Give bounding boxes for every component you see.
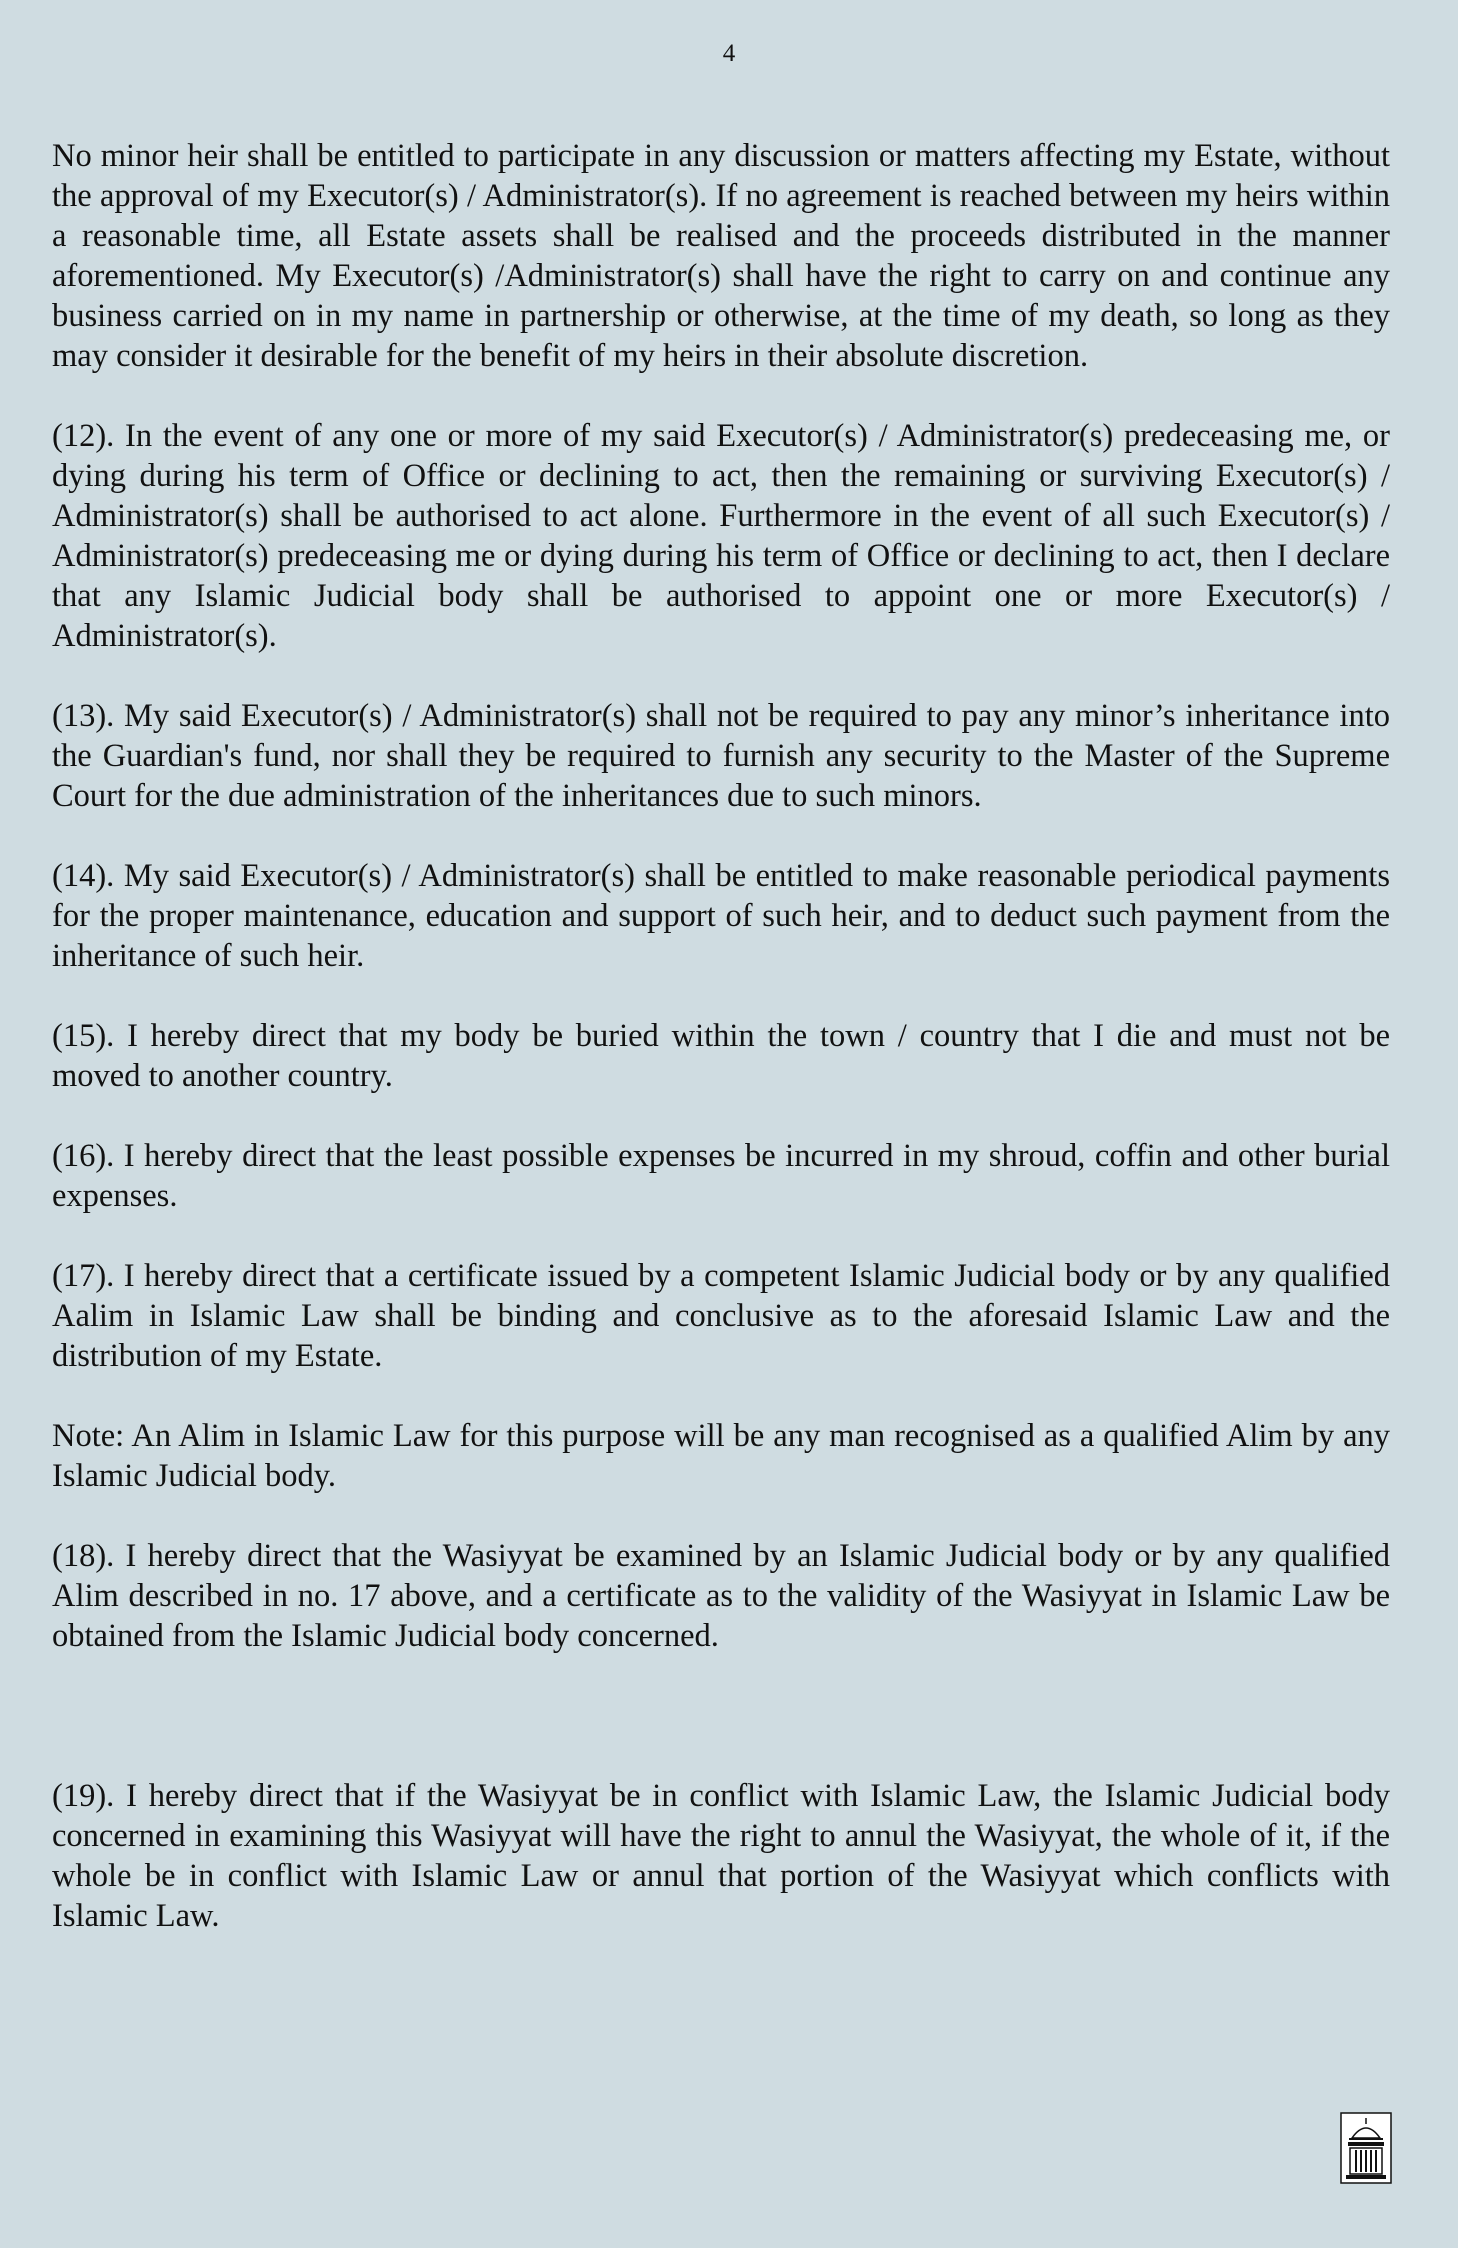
paragraph-clause-17: (17). I hereby direct that a certificate issued by a competent Islamic Judicial body or by any qualified Aalim in Islamic Law shall be binding and conclusive as to the aforesaid Islamic Law and the distribution of my Estate. [52,1258,1390,1374]
paragraph-clause-12: (12). In the event of any one or more of my said Executor(s) / Administrator(s) predeceasing me, or dying during his term of Office or declining to act, then the remaining or surviving Executor(s) / Administrator(s) shall be authorised to act alone. Furthermore in the event of all such Executor(s) / Administrator(s) predeceasing me or dying during his term of Office or declining to act, then I declare that any Islamic Judicial body shall be authorised to appoint one or more Executor(s) / Administrator(s). [52,418,1390,654]
paragraph-clause-19: (19). I hereby direct that if the Wasiyyat be in conflict with Islamic Law, the Islamic Judicial body concerned in examining this Wasiyyat will have the right to annul the Wasiyyat, the whole of it, if the whole be in conflict with Islamic Law or annul that portion of the Wasiyyat which conflicts with Islamic Law. [52,1778,1390,1934]
document-body [52,136,1390,1976]
paragraph-clause-15: (15). I hereby direct that my body be buried within the town / country that I die and must not be moved to another country. [52,1018,1390,1094]
paragraph-minor-heir: No minor heir shall be entitled to participate in any discussion or matters affecting my Estate, without the approval of my Executor(s) / Administrator(s). If no agreement is reached between my heirs within a reasonable time, all Estate assets shall be realised and the proceeds distributed in the manner aforementioned. My Executor(s) /Administrator(s) shall have the right to carry on and continue any business carried on in my name in partnership or otherwise, at the time of my death, so long as they may consider it desirable for the benefit of my heirs in their absolute discretion. [52,138,1390,374]
paragraph-note: Note: An Alim in Islamic Law for this purpose will be any man recognised as a qualified Alim by any Islamic Judicial body. [52,1418,1390,1494]
paragraph-clause-18: (18). I hereby direct that the Wasiyyat be examined by an Islamic Judicial body or by any qualified Alim described in no. 17 above, and a certificate as to the validity of the Wasiyyat in Islamic Law be obtained from the Islamic Judicial body concerned. [52,1538,1390,1654]
paragraph-clause-16: (16). I hereby direct that the least possible expenses be incurred in my shroud, coffin and other burial expenses. [52,1138,1390,1214]
page-number: 4 [722,40,736,67]
paragraph-clause-13: (13). My said Executor(s) / Administrator(s) shall not be required to pay any minor’s inheritance into the Guardian's fund, nor shall they be required to furnish any security to the Master of the Supreme Court for the due administration of the inheritances due to such minors. [52,698,1390,814]
paragraph-clause-14: (14). My said Executor(s) / Administrator(s) shall be entitled to make reasonable periodical payments for the proper maintenance, education and support of such heir, and to deduct such payment from the inheritance of such heir. [52,858,1390,974]
mosque-seal-icon [1340,2112,1392,2184]
